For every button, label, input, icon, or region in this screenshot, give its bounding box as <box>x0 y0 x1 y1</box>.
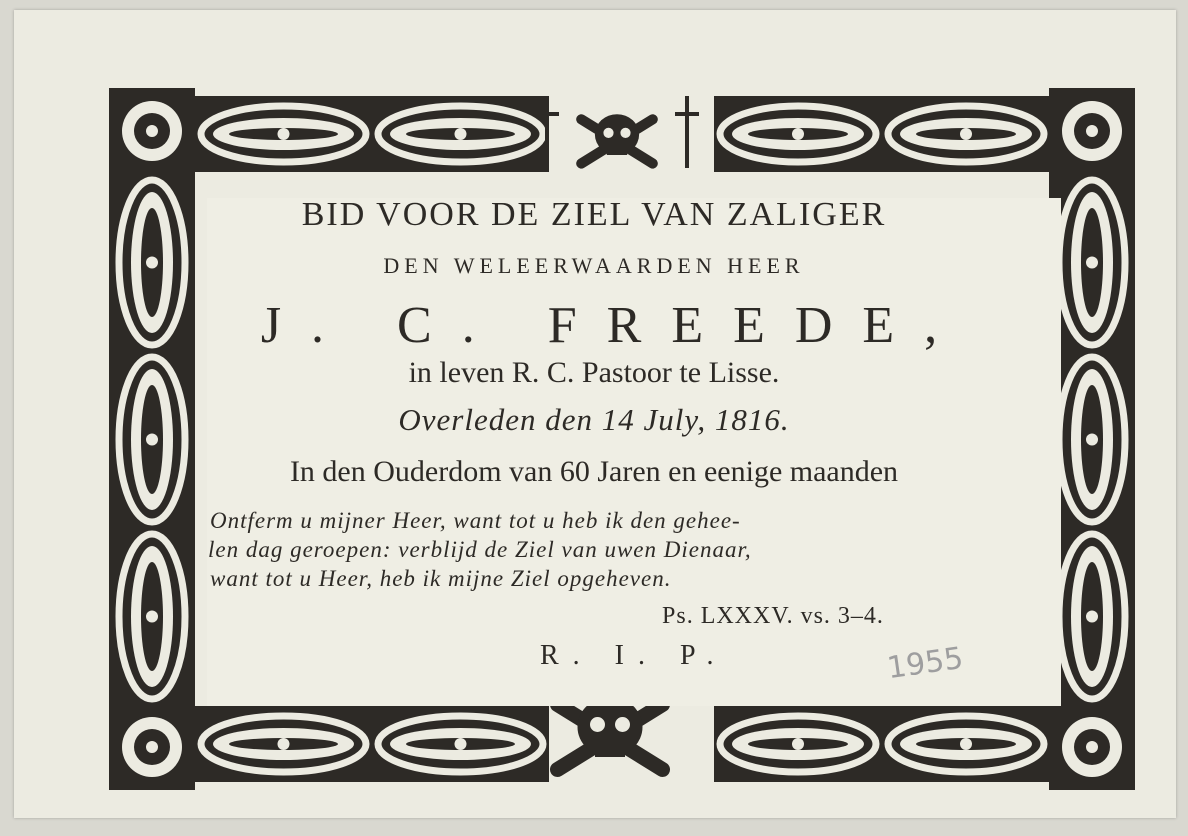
age-line: In den Ouderdom van 60 Jaren en eenige maanden <box>289 455 899 488</box>
cross-icon <box>675 96 699 168</box>
verse-line: want tot u Heer, heb ik mijne Ziel opgeheven. <box>210 566 672 591</box>
skull-crossbones-icon <box>558 697 663 770</box>
deceased-name: J. C. FREEDE, <box>260 297 968 354</box>
pencil-annotation: 1955 <box>884 640 966 687</box>
verse-line: Ontferm u mijner Heer, want tot u heb ik den gehee- <box>210 508 741 533</box>
prayer-heading: BID VOOR DE ZIEL VAN ZALIGER <box>301 196 887 233</box>
title-line: DEN WELEERWAARDEN HEER <box>383 253 805 278</box>
psalm-reference: Ps. LXXXV. vs. 3–4. <box>662 603 884 629</box>
rip-line: R. I. P. <box>540 640 728 671</box>
verse-line: len dag geroepen: verblijd de Ziel van uwen Dienaar, <box>208 537 752 562</box>
prayer-verse <box>210 506 1050 593</box>
occupation-line: in leven R. C. Pastoor te Lisse. <box>408 356 780 389</box>
skull-crossbones-icon <box>581 114 652 163</box>
death-date-line: Overleden den 14 July, 1816. <box>398 402 790 437</box>
